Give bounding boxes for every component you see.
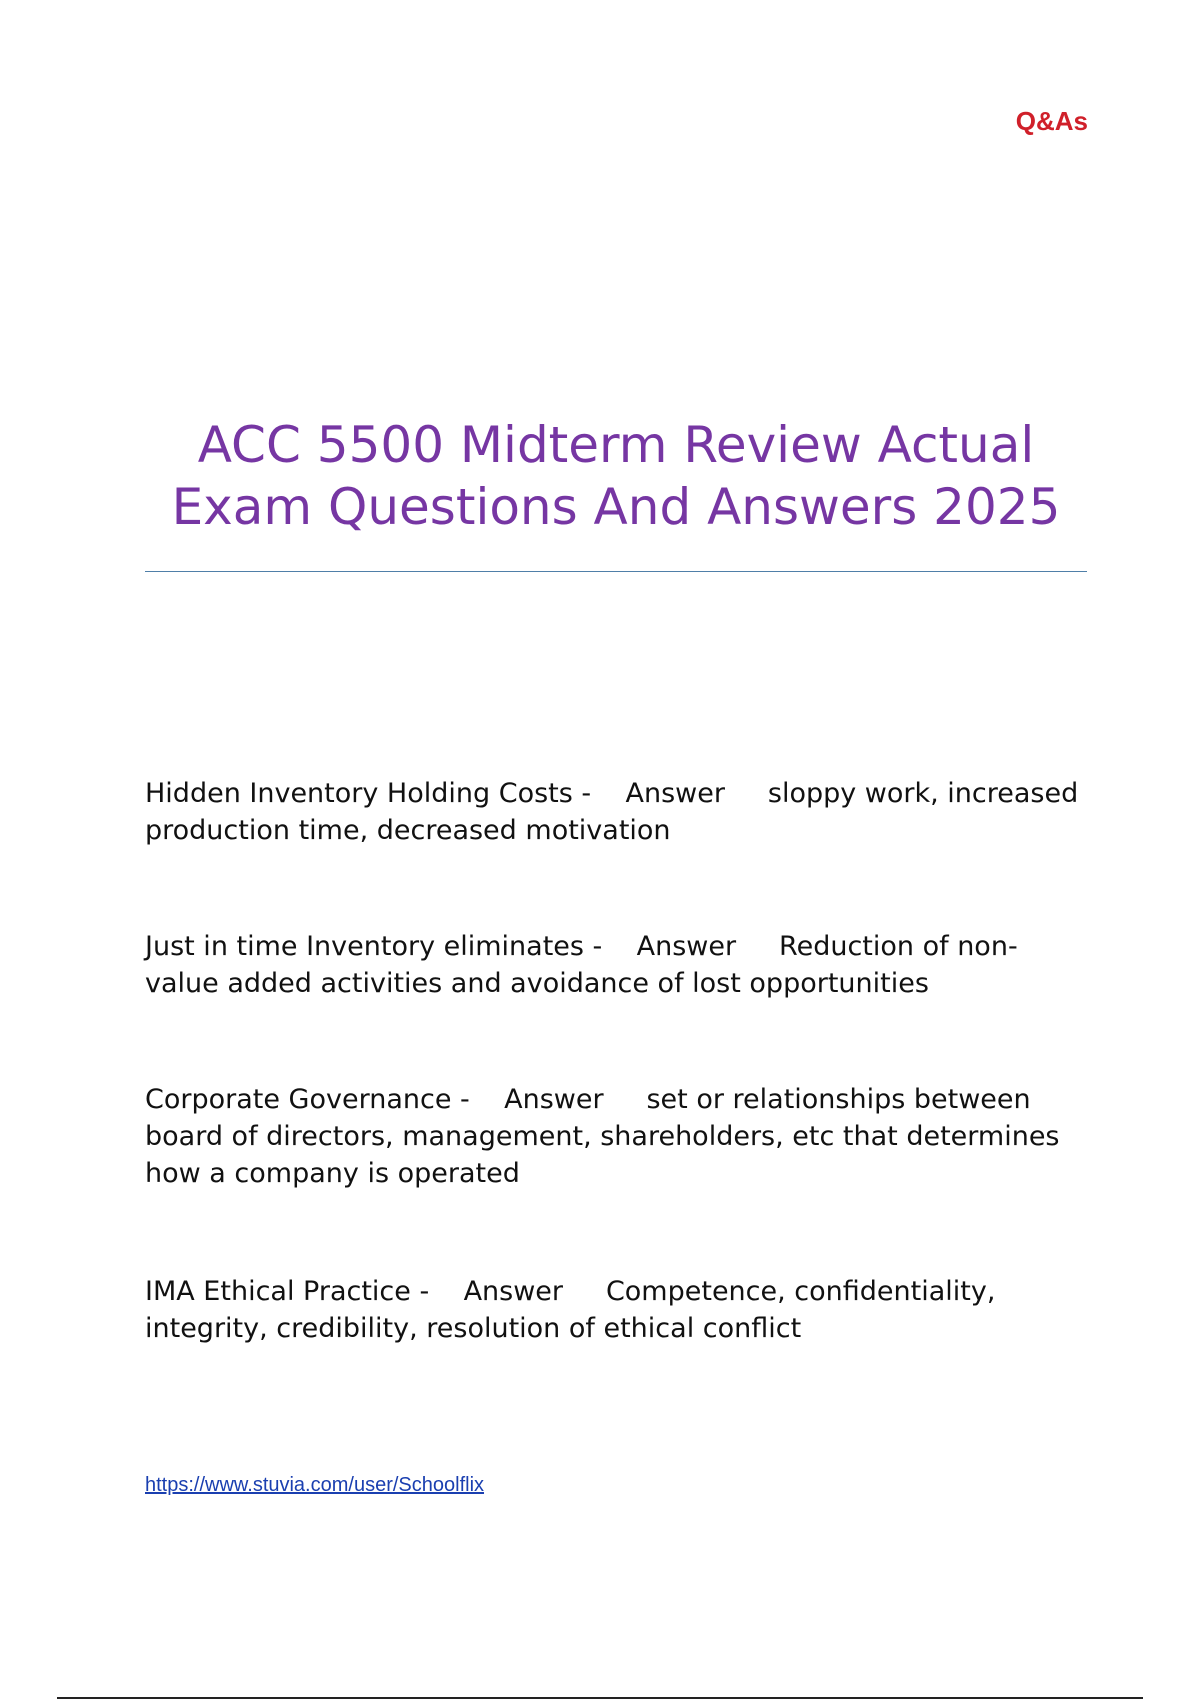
qa-item — [145, 928, 1085, 1002]
qa-item — [145, 1273, 1085, 1347]
answer-label: Answer — [463, 1276, 564, 1307]
answer-label: Answer — [625, 778, 725, 809]
question-text: Just in time Inventory eliminates - — [145, 931, 603, 962]
answer-text: Competence, confidentiality, integrity, credibility, resolution of ethical conflict — [145, 1276, 996, 1344]
source-link[interactable]: https://www.stuvia.com/user/Schoolflix — [145, 1474, 485, 1496]
question-text: Corporate Governance - — [145, 1084, 470, 1115]
answer-label: Answer — [636, 931, 737, 962]
answer-label: Answer — [504, 1084, 604, 1115]
page-title: ACC 5500 Midterm Review Actual Exam Questions And Answers 2025 — [171, 415, 1061, 536]
title-divider — [145, 571, 1087, 572]
question-text: Hidden Inventory Holding Costs - — [145, 778, 592, 809]
qa-item — [145, 775, 1085, 849]
qa-tag: Q&As — [1015, 106, 1088, 136]
qa-item — [145, 1081, 1085, 1192]
answer-text: Reduction of non-value added activities and avoidance of lost opportunities — [145, 931, 1018, 999]
answer-text: set or relationships between board of directors, management, shareholders, etc that determines how a company is operated — [145, 1084, 1060, 1189]
question-text: IMA Ethical Practice - — [145, 1276, 430, 1307]
footer-divider — [57, 1697, 1143, 1699]
answer-text: sloppy work, increased production time, decreased motivation — [145, 778, 1079, 846]
